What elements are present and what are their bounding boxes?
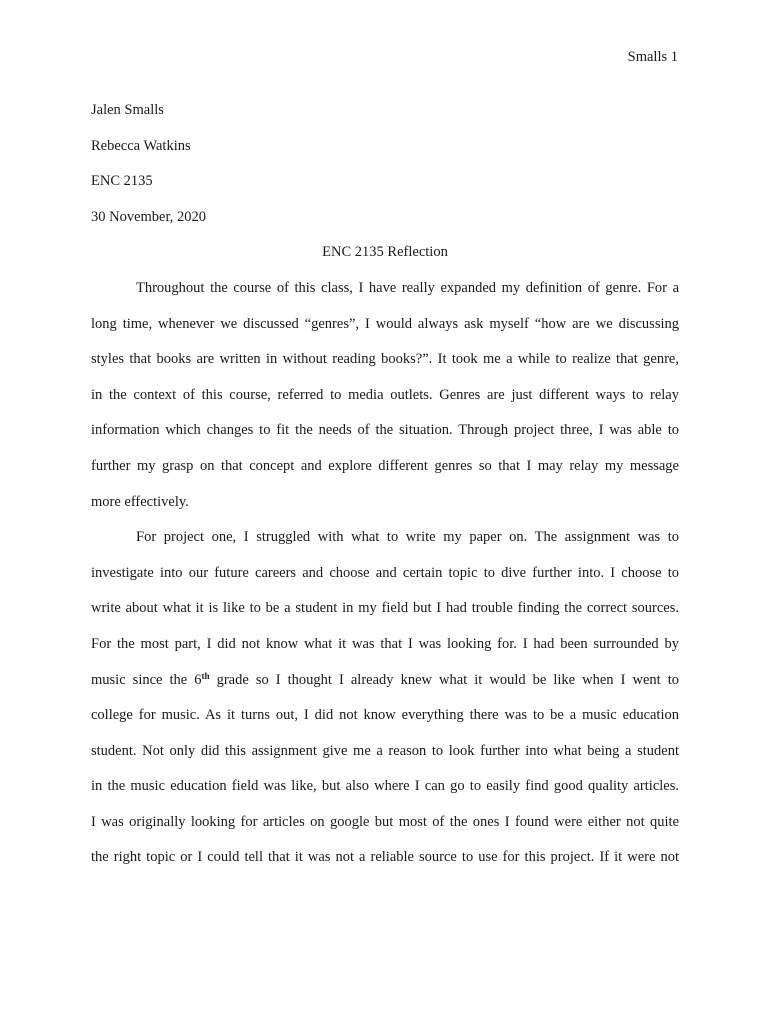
document-date: 30 November, 2020	[91, 208, 206, 225]
student-name: Jalen Smalls	[91, 102, 164, 118]
paragraph-line: investigate into our future careers and choose and certain topic to dive further into. I choose to	[91, 564, 679, 581]
course-code: ENC 2135	[91, 173, 153, 190]
paragraph-line: in the music education field was like, but also where I can go to easily find good quality articles.	[91, 778, 679, 795]
text-fragment: grade so I thought I already knew what it would be like when I went to	[209, 671, 679, 688]
document-title: ENC 2135 Reflection	[322, 244, 448, 261]
paragraph-line: write about what it is like to be a student in my field but I had trouble finding the correct sources.	[91, 600, 679, 617]
paragraph-line: For project one, I struggled with what to write my paper on. The assignment was to	[136, 529, 679, 546]
paragraph-line: further my grasp on that concept and explore different genres so that I may relay my message	[91, 457, 679, 474]
paragraph-1	[91, 271, 679, 520]
instructor-name: Rebecca Watkins	[91, 137, 191, 154]
paragraph-line: more effectively.	[91, 493, 189, 510]
paragraph-2	[91, 520, 679, 876]
paragraph-line: student. Not only did this assignment give me a reason to look further into what being a student	[91, 742, 679, 759]
paragraph-line: long time, whenever we discussed “genres”, I would always ask myself “how are we discussing	[91, 315, 679, 332]
paragraph-line: in the context of this course, referred to media outlets. Genres are just different ways to relay	[91, 386, 679, 403]
paragraph-line: college for music. As it turns out, I did not know everything there was to be a music education	[91, 707, 679, 724]
paragraph-line: Throughout the course of this class, I have really expanded my definition of genre. For a	[136, 279, 679, 296]
ordinal-superscript: th	[201, 670, 210, 681]
paragraph-line: information which changes to fit the needs of the situation. Through project three, I was able to	[91, 422, 679, 439]
document-body	[91, 93, 679, 876]
paragraph-line: the right topic or I could tell that it was not a reliable source to use for this project. If it were not	[91, 849, 679, 866]
text-fragment: music since the 6	[91, 671, 202, 688]
running-header: Smalls 1	[627, 49, 678, 65]
paragraph-line: For the most part, I did not know what it was that I was looking for. I had been surrounded by	[91, 635, 679, 652]
paragraph-line: I was originally looking for articles on google but most of the ones I found were either not quite	[91, 813, 679, 830]
paragraph-line	[91, 663, 679, 699]
paragraph-line: styles that books are written in without reading books?”. It took me a while to realize that genre,	[91, 351, 679, 368]
